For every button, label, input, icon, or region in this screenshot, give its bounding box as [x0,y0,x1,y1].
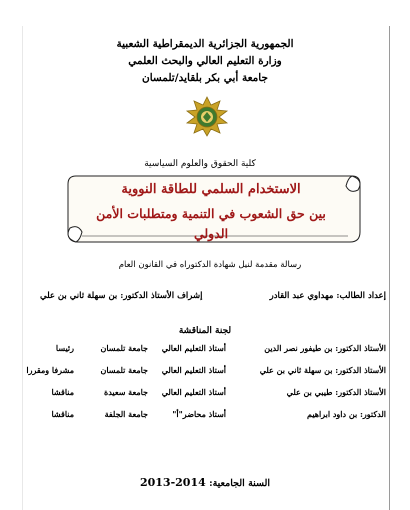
supervisor-line: إشراف الأستاذ الدكتور: بن سهلة ثاني بن علي [40,291,203,301]
member-role: رئيسا [55,343,74,353]
title-line-2: بين حق الشعوب في التنمية ومتطلبات الأمن الدولي [96,206,326,241]
academic-year [80,476,330,489]
institution-header [40,36,370,87]
university-line: جامعة أبي بكر بلقايد/تلمسان [141,72,268,84]
member-role: مناقشا [51,409,74,419]
republic-line: الجمهورية الجزائرية الديمقراطية الشعبية [116,38,294,50]
year-value: 2013-2014 [139,476,206,489]
member-rank: أستاذ التعليم العالي [161,387,226,397]
faculty-name: كلية الحقوق والعلوم السياسية [144,159,256,169]
ministry-line: وزارة التعليم العالي والبحث العلمي [128,55,282,67]
member-rank: أستاذ التعليم العالي [161,343,226,353]
member-name: الأستاذ الدكتور: طيبي بن علي [286,387,386,397]
member-name: الأستاذ الدكتور: بن طيفور نصر الدين [264,343,386,353]
title-line-1: الاستخدام السلمي للطاقة النووية [121,182,301,197]
committee-row [28,387,386,409]
member-university: جامعة سعيدة [104,387,148,397]
thesis-note: رسالة مقدمة لنيل شهادة الدكتوراه في القانون العام [118,260,302,270]
member-rank: أستاذ محاضر"أ" [172,409,226,419]
member-role: مشرفا ومقررا [26,365,74,375]
member-university: جامعة تلمسان [100,365,148,375]
committee-list [28,343,386,431]
university-crest-icon [183,95,231,137]
committee-row [28,343,386,365]
member-university: جامعة تلمسان [100,343,148,353]
committee-title: لجنة المناقشة [178,326,232,336]
member-name: الدكتور: بن داود ابراهيم [307,409,386,419]
member-rank: أستاذ التعليم العالي [161,365,226,375]
member-name: الأستاذ الدكتور: بن سهلة ثاني بن علي [259,365,386,375]
thesis-title [82,180,340,244]
year-label: السنة الجامعية: [209,478,271,489]
student-line: إعداد الطالب: مهداوي عبد القادر [269,291,386,301]
member-university: جامعة الجلفة [104,409,148,419]
member-role: مناقشا [51,387,74,397]
committee-row [28,365,386,387]
committee-row [28,409,386,431]
